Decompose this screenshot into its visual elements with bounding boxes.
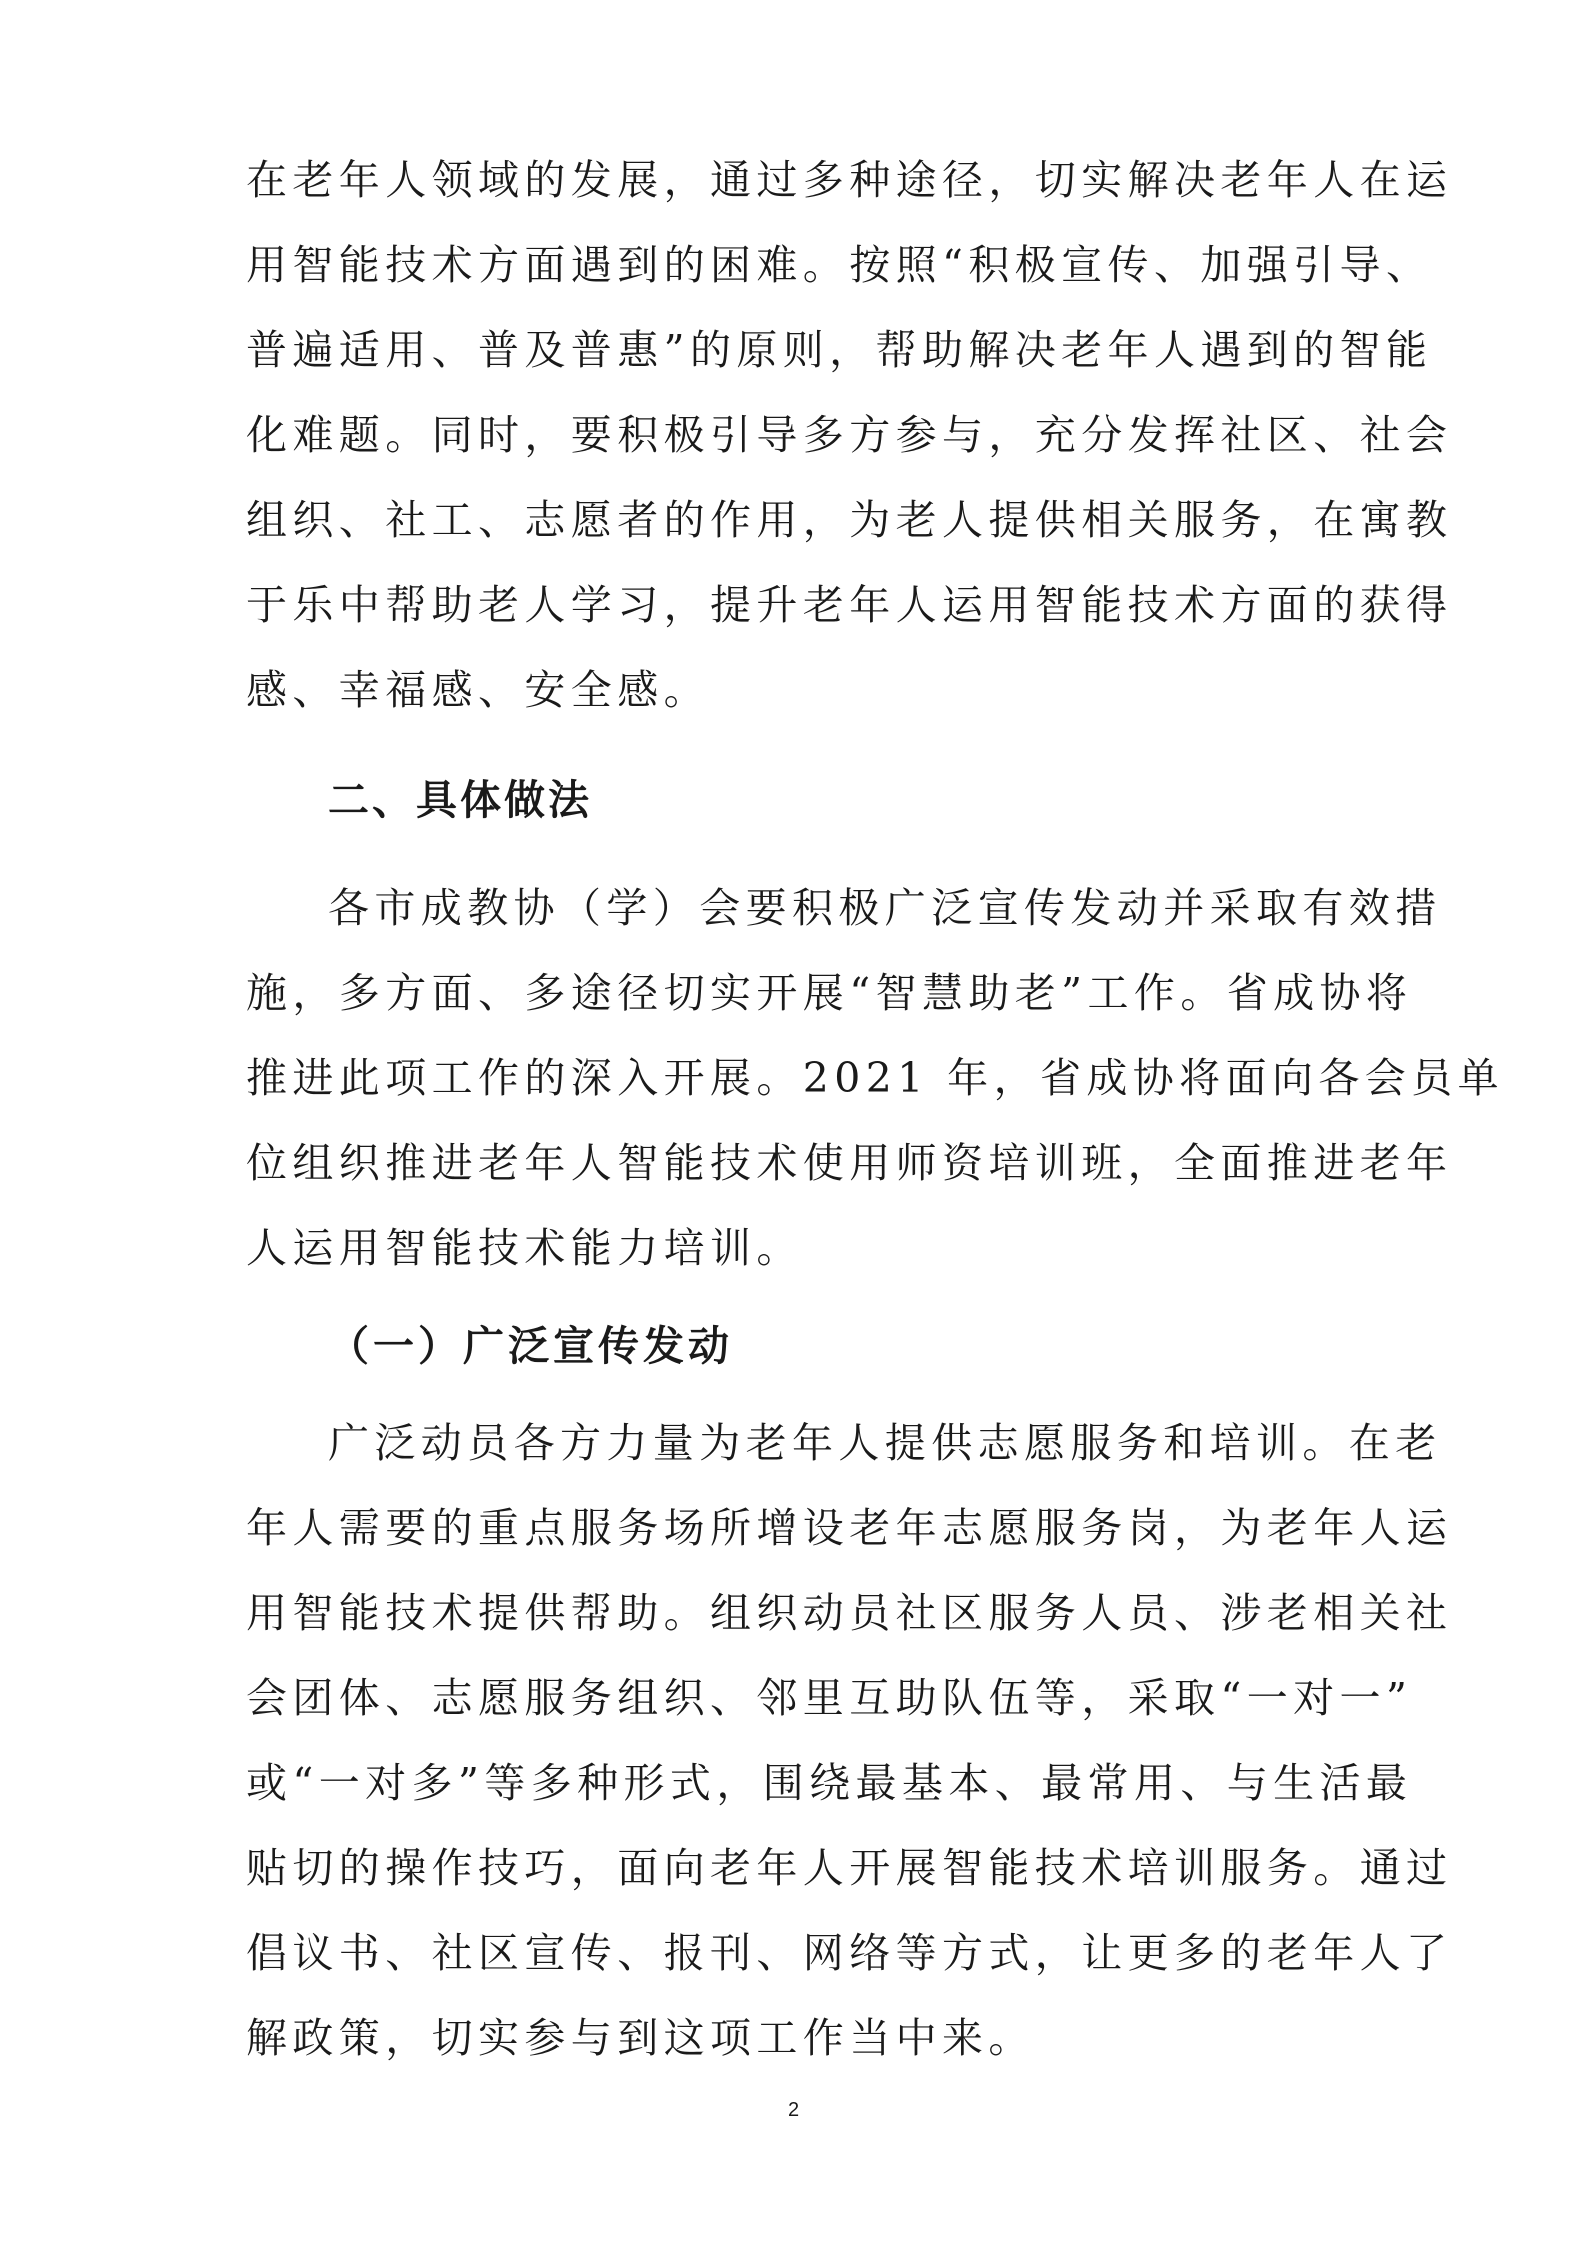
paragraph-line: 人运用智能技术能力培训。 bbox=[246, 1224, 803, 1272]
paragraph-line: 用智能技术提供帮助。组织动员社区服务人员、涉老相关社 bbox=[246, 1589, 1453, 1637]
paragraph-line: 解政策，切实参与到这项工作当中来。 bbox=[246, 2014, 1035, 2062]
paragraph-line: 用智能技术方面遇到的困难。按照“积极宣传、加强引导、 bbox=[246, 241, 1433, 289]
paragraph-line: 施，多方面、多途径切实开展“智慧助老”工作。省成协将 bbox=[246, 969, 1413, 1017]
paragraph-line: 化难题。同时，要积极引导多方参与，充分发挥社区、社会 bbox=[246, 411, 1453, 459]
paragraph-line: 于乐中帮助老人学习，提升老年人运用智能技术方面的获得 bbox=[246, 581, 1453, 629]
paragraph-line: 组织、社工、志愿者的作用，为老人提供相关服务，在寓教 bbox=[246, 496, 1453, 544]
paragraph-line: 普遍适用、普及普惠”的原则，帮助解决老年人遇到的智能 bbox=[246, 326, 1433, 374]
paragraph-line: 贴切的操作技巧，面向老年人开展智能技术培训服务。通过 bbox=[246, 1844, 1453, 1892]
paragraph-line: 年人需要的重点服务场所增设老年志愿服务岗，为老年人运 bbox=[246, 1504, 1453, 1552]
paragraph-line: 位组织推进老年人智能技术使用师资培训班，全面推进老年 bbox=[246, 1139, 1453, 1187]
paragraph-line: 推进此项工作的深入开展。2021 年，省成协将面向各会员单 bbox=[246, 1054, 1504, 1102]
page-number: 2 bbox=[787, 2099, 800, 2121]
paragraph-line: 倡议书、社区宣传、报刊、网络等方式，让更多的老年人了 bbox=[246, 1929, 1453, 1977]
paragraph-line: 广泛动员各方力量为老年人提供志愿服务和培训。在老 bbox=[328, 1419, 1442, 1467]
paragraph-line: 感、幸福感、安全感。 bbox=[246, 666, 710, 714]
paragraph-line: 各市成教协（学）会要积极广泛宣传发动并采取有效措 bbox=[328, 884, 1442, 932]
subsection-heading: （一）广泛宣传发动 bbox=[328, 1322, 733, 1370]
paragraph-line: 或“一对多”等多种形式，围绕最基本、最常用、与生活最 bbox=[246, 1759, 1413, 1807]
section-heading: 二、具体做法 bbox=[328, 776, 592, 824]
paragraph-line: 在老年人领域的发展，通过多种途径，切实解决老年人在运 bbox=[246, 156, 1453, 204]
paragraph-line: 会团体、志愿服务组织、邻里互助队伍等，采取“一对一” bbox=[246, 1674, 1413, 1722]
